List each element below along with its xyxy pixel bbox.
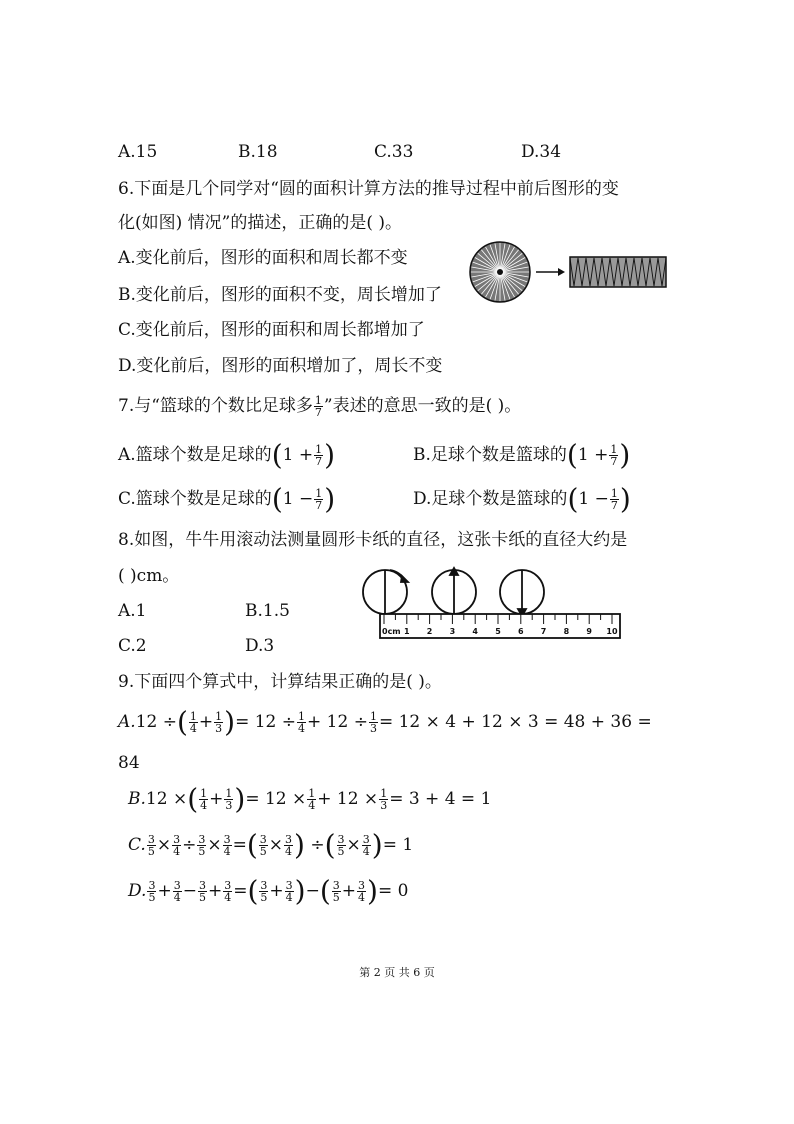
ruler-label: 0cm — [382, 627, 401, 636]
q5-option-a: A.15 — [118, 142, 158, 162]
q7-option-a: A.篮球个数是足球的(1 + $\frac{1}{7}$ ) — [118, 438, 336, 472]
q5-option-c: C.33 — [374, 142, 414, 162]
q6-option-c: C.变化前后，图形的面积和周长都增加了 — [118, 320, 425, 340]
q5-option-d: D.34 — [521, 142, 562, 162]
q9-stem: 9.下面四个算式中，计算结果正确的是( )。 — [118, 672, 442, 692]
q7-option-d: D.足球个数是篮球的(1 − $\frac{1}{7}$ ) — [413, 482, 631, 516]
q9-option-c: C. $\frac{3}{5}$ × $\frac{3}{4}$ ÷ $\frac{3}{5}$ × $\frac{3}{4}$ =( $\frac{3}{5}$ × $\frac{3}{4}$ ) ÷( $\frac{3}{5}$ × $\frac{3}{4}$ )= 1 — [128, 828, 414, 862]
circle-1 — [363, 570, 408, 614]
ruler-label: 10 — [606, 627, 618, 636]
q9-option-a-result: 84 — [118, 753, 140, 773]
q9-option-d: D. $\frac{3}{5}$ + $\frac{3}{4}$ − $\frac{3}{5}$ + $\frac{3}{4}$ =( $\frac{3}{5}$ + $\frac{3}{4}$ )−( $\frac{3}{5}$ + $\frac{3}{4}$ )= 0 — [128, 874, 409, 908]
q8-option-a: A.1 — [118, 601, 147, 621]
arrow-icon — [536, 268, 565, 276]
q7-stem: 7.与“篮球的个数比足球多 $\frac{1}{7}$ ”表述的意思一致的是( )。 — [118, 394, 522, 419]
q8-stem-line2: ( )cm。 — [118, 566, 180, 586]
ruler-label: 7 — [540, 627, 547, 636]
ruler-label: 4 — [472, 627, 478, 636]
ruler-label: 1 — [404, 627, 410, 636]
q6-option-b: B.变化前后，图形的面积不变，周长增加了 — [118, 285, 442, 305]
q6-option-d: D.变化前后，图形的面积增加了，周长不变 — [118, 356, 443, 376]
ruler-label: 5 — [495, 627, 501, 636]
q8-option-d: D.3 — [245, 636, 275, 656]
q7-option-b: B.足球个数是篮球的(1 + $\frac{1}{7}$ ) — [413, 438, 631, 472]
q8-option-b: B.1.5 — [245, 601, 290, 621]
approx-rectangle — [570, 257, 666, 287]
q8-option-c: C.2 — [118, 636, 147, 656]
circle-3 — [500, 570, 544, 616]
fraction: $\frac{1}{7}$ — [314, 394, 322, 419]
q5-option-b: B.18 — [238, 142, 278, 162]
sector-circle — [470, 242, 530, 302]
q6-stem-line2: 化(如图) 情况”的描述，正确的是( )。 — [118, 213, 403, 233]
ruler — [380, 614, 620, 638]
circle-to-rectangle-figure — [468, 240, 673, 304]
q6-option-a: A.变化前后，图形的面积和周长都不变 — [118, 248, 408, 268]
q9-option-b: B.12 ×( $\frac{1}{4}$ + $\frac{1}{3}$ )= 12 × $\frac{1}{4}$ + 12 × $\frac{1}{3}$ = 3 + 4 = 1 — [128, 782, 492, 816]
circle-2 — [432, 568, 476, 614]
page-footer: 第 2 页 共 6 页 — [359, 966, 435, 979]
q7-option-c: C.篮球个数是足球的(1 − $\frac{1}{7}$ ) — [118, 482, 336, 516]
ruler-label: 6 — [518, 627, 524, 636]
rolling-circle-ruler-figure — [358, 560, 624, 642]
q8-stem-line1: 8.如图，牛牛用滚动法测量圆形卡纸的直径，这张卡纸的直径大约是 — [118, 530, 628, 550]
ruler-label: 2 — [426, 627, 433, 636]
ruler-label: 3 — [449, 627, 456, 636]
ruler-label: 8 — [563, 627, 570, 636]
q9-option-a: A.12 ÷( $\frac{1}{4}$ + $\frac{1}{3}$ )= 12 ÷ $\frac{1}{4}$ + 12 ÷ $\frac{1}{3}$ = 12 × 4 + 12 × 3 = 48 + 36 = — [118, 705, 652, 739]
ruler-label: 9 — [586, 627, 592, 636]
q6-stem-line1: 6.下面是几个同学对“圆的面积计算方法的推导过程中前后图形的变 — [118, 179, 619, 199]
